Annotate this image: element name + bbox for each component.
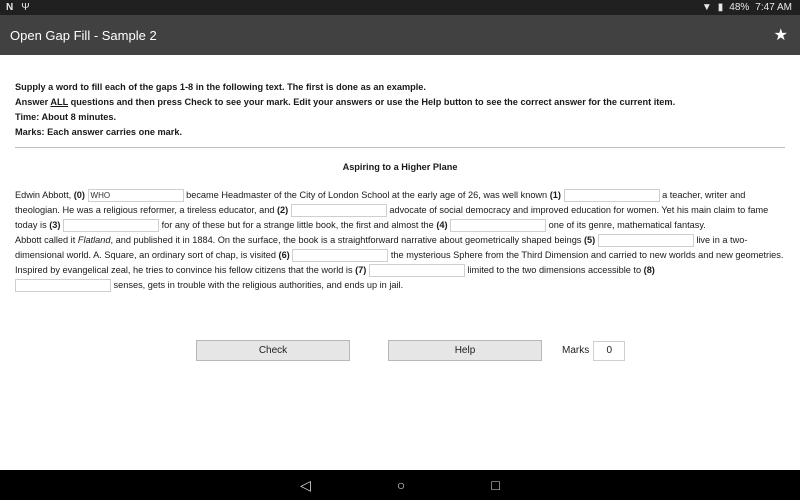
recents-icon[interactable]: □ [491,477,500,493]
status-bar [0,0,800,15]
navigation-bar [0,470,800,500]
passage-title: Aspiring to a Higher Plane [342,162,458,172]
gap-input-7[interactable] [369,264,465,277]
gap-input-8[interactable] [15,279,111,292]
gap-number-4: (4) [436,220,448,230]
gap-input-0[interactable]: WHO [88,189,184,202]
marks-label: Marks [562,345,590,356]
gap-number-5: (5) [583,235,596,245]
check-button[interactable]: Check [196,340,350,361]
passage-text [15,188,785,293]
instruction-line-2-post: questions and then press Check to see your mark. Edit your answers or use the Help button to see the correct answer for the current item. [68,97,676,107]
instruction-marks: Marks: Each answer carries one mark. [15,127,182,137]
star-icon[interactable]: ★ [773,27,788,44]
instruction-time: Time: About 8 minutes. [15,112,117,122]
action-row [196,340,625,361]
passage-text-segment: Edwin Abbott, [15,190,74,200]
page-title: Open Gap Fill - Sample 2 [10,27,157,43]
instruction-all: ALL [50,97,69,107]
passage-text-segment: limited to the two dimensions accessible to [464,265,644,275]
usb-icon: Ψ [21,1,30,13]
home-icon[interactable]: ○ [396,477,406,493]
passage-text-segment: became Headmaster of the City of London School at the early age of 26, was well known [183,190,550,200]
divider [15,147,785,148]
gap-number-6: (6) [278,250,290,260]
gap-number-0: (0) [73,190,85,200]
book-title: Flatland [77,235,111,245]
app-bar [0,15,800,55]
gap-input-3[interactable] [63,219,159,232]
gap-number-7: (7) [355,265,367,275]
gap-input-6[interactable] [292,249,388,262]
passage-text-segment: live in a two-dimensional world. A. Square, an ordinary sort of chap, is visited [15,235,748,260]
status-left [0,3,30,13]
main-content [15,80,785,293]
instruction-line-2-pre: Answer [15,97,51,107]
marks-value: 0 [593,341,625,361]
wifi-icon: ▼ [701,1,712,13]
gap-input-4[interactable] [450,219,546,232]
gap-input-5[interactable] [598,234,694,247]
passage-text-segment: Abbott called it [15,235,78,245]
gap-number-8: (8) [643,265,655,275]
marks [562,341,625,361]
notification-n-icon: N [6,1,14,13]
gap-number-3: (3) [49,220,61,230]
passage-text-segment: a teacher, writer and theologian. He was a religious reformer, a tireless educator, and [15,190,746,215]
passage-text-segment: , and published it in 1884. On the surface, the book is a straightforward narrative about geometrically shaped beings [110,235,584,245]
gap-number-2: (2) [277,205,289,215]
gap-input-2[interactable] [291,204,387,217]
passage-text-segment: advocate of social democracy and improved education for women. Yet his main claim to fame today is [15,205,769,230]
passage-text-segment: one of its genre, mathematical fantasy. [546,220,706,230]
passage-text-segment: the mysterious Sphere from the Third Dimension and carried to new worlds and new geometries. Inspired by evangelical zeal, he tries to convince his fellow citizens that the world is [15,250,784,275]
instruction-line-1: Supply a word to fill each of the gaps 1-8 in the following text. The first is done as an example. [15,82,426,92]
clock: 7:47 AM [755,2,792,13]
instructions [15,80,785,140]
help-button[interactable]: Help [388,340,542,361]
gap-input-1[interactable] [564,189,660,202]
status-right [702,2,800,13]
back-icon[interactable]: ◁ [300,476,311,493]
instruction-line-2 [15,95,785,110]
passage-text-segment: senses, gets in trouble with the religious authorities, and ends up in jail. [111,280,404,290]
passage-text-segment: for any of these but for a strange little book, the first and almost the [159,220,437,230]
gap-number-1: (1) [549,190,561,200]
battery-icon: ▮ [717,1,724,13]
battery-percent: 48% [729,2,750,13]
